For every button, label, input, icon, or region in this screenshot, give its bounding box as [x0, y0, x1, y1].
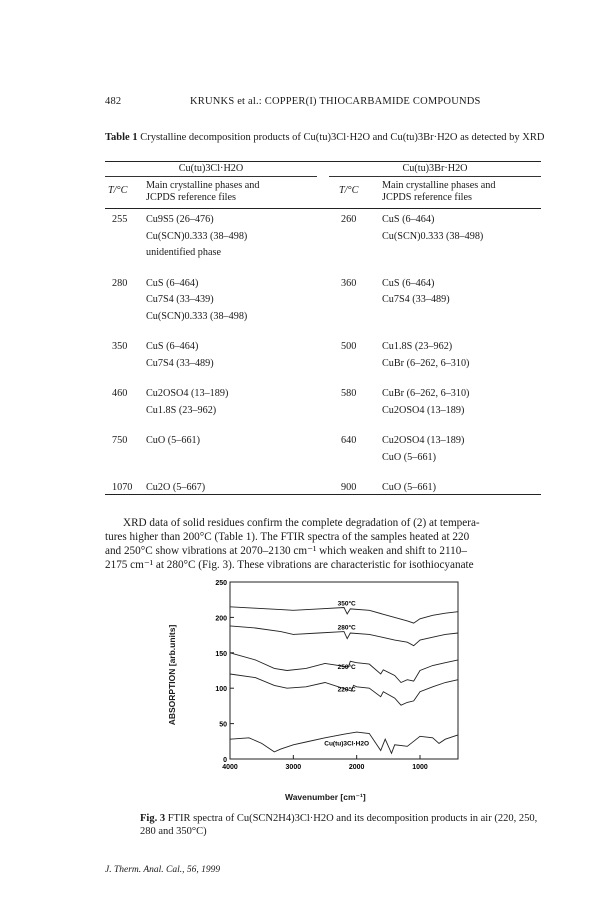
table-top-rule — [105, 161, 541, 162]
spectrum-line — [230, 607, 458, 623]
table-cell-phase: Cu2OSO4 (13–189) — [382, 435, 465, 446]
table-cell-phase: Cu(SCN)0.333 (38–498) — [382, 230, 484, 242]
left-temp-heading: T/°C — [108, 185, 128, 196]
y-axis-label: ABSORPTION [arb.units] — [167, 624, 177, 726]
table-cell-temp: 350 — [112, 341, 128, 352]
running-title: KRUNKS et al.: COPPER(I) THIOCARBAMIDE COMPOUNDS — [190, 96, 481, 107]
y-tick-label: 0 — [223, 757, 227, 764]
x-tick-label: 4000 — [222, 764, 238, 771]
table-cell-temp: 580 — [341, 388, 357, 399]
table-cell-phase: CuBr (6–262, 6–310) — [382, 357, 470, 369]
x-tick-label: 1000 — [412, 764, 428, 771]
table-cell-phase: Cu7S4 (33–489) — [146, 357, 214, 369]
y-tick-label: 200 — [215, 615, 227, 623]
table-cell-temp: 280 — [112, 277, 128, 289]
y-tick-label: 250 — [215, 580, 227, 587]
ftir-chart — [168, 574, 468, 774]
series-annotation: 350°C — [337, 600, 356, 608]
table-cell-temp: 900 — [341, 482, 357, 493]
right-phase-heading — [382, 180, 495, 204]
table-cell-phase: Cu2O (5–667) — [146, 482, 206, 493]
table-cell-temp: 460 — [112, 388, 128, 399]
paragraph-line: 2175 cm⁻¹ at 280°C (Fig. 3). These vibrations are characteristic for isothiocyanate — [105, 559, 474, 571]
left-phase-heading-line2: JCPDS reference files — [146, 192, 236, 203]
table-cell-phase: Cu(SCN)0.333 (38–498) — [146, 230, 248, 242]
right-temp-heading: T/°C — [339, 185, 359, 196]
paragraph-line: and 250°C show vibrations at 2070–2130 cm⁻¹ which weaken and shift to 2110– — [105, 545, 467, 557]
right-group-rule — [329, 176, 541, 177]
y-tick-label: 100 — [215, 686, 227, 694]
series-annotation: 280°C — [337, 624, 356, 632]
table-cell-phase: CuO (5–661) — [382, 482, 437, 493]
table-cell-phase: CuBr (6–262, 6–310) — [382, 388, 470, 399]
table-cell-phase: Cu1.8S (23–962) — [146, 404, 217, 416]
table-bottom-rule — [105, 494, 541, 495]
table-cell-temp: 750 — [112, 435, 128, 446]
right-phase-heading-line1: Main crystalline phases and — [382, 180, 496, 191]
series-annotation: 250°C — [337, 664, 356, 672]
page-number: 482 — [105, 96, 122, 107]
journal-footer: J. Therm. Anal. Cal., 56, 1999 — [105, 865, 221, 875]
chart-annotations-group — [324, 599, 369, 747]
x-tick-label: 3000 — [285, 764, 302, 771]
table-cell-phase: CuS (6–464) — [146, 277, 199, 289]
table-cell-phase: Cu2OSO4 (13–189) — [146, 388, 229, 399]
left-group-heading: Cu(tu)3Cl·H2O — [178, 163, 244, 174]
table-cell-phase: CuO (5–661) — [146, 435, 201, 446]
table-cell-phase: Cu1.8S (23–962) — [382, 341, 453, 352]
y-axis-label-wrap — [160, 620, 184, 730]
table-cell-temp: 255 — [112, 214, 128, 225]
left-group-rule — [105, 176, 317, 177]
table-cell-phase: Cu(SCN)0.333 (38–498) — [146, 310, 248, 322]
table-header-rule — [105, 208, 541, 209]
table-cell-phase: Cu2OSO4 (13–189) — [382, 404, 465, 416]
table-caption-text: Crystalline decomposition products of Cu(tu)3Cl·H2O and Cu(tu)3Br·H2O as detected by XRD — [140, 132, 545, 143]
figure-caption — [140, 812, 540, 838]
y-tick-label: 150 — [215, 650, 227, 658]
y-tick-label: 50 — [219, 721, 227, 729]
table-cell-phase: CuS (6–464) — [382, 214, 435, 225]
table-cell-temp: 640 — [341, 435, 357, 446]
table-cell-phase: Cu9S5 (26–476) — [146, 214, 214, 225]
figure-caption-text: FTIR spectra of Cu(SCN2H4)3Cl·H2O and its decomposition products in air (220, 250, 280 and 350°C) — [140, 813, 538, 837]
table-cell-temp: 500 — [341, 341, 357, 352]
body-paragraph — [105, 516, 543, 572]
table-cell-temp: 260 — [341, 214, 357, 225]
table-cell-phase: Cu7S4 (33–489) — [382, 294, 450, 305]
paragraph-line: XRD data of solid residues confirm the complete degradation of (2) at tempera- — [123, 517, 480, 529]
table-cell-phase: CuO (5–661) — [382, 451, 437, 463]
left-phase-heading — [146, 180, 259, 204]
right-group-heading: Cu(tu)3Br·H2O — [402, 163, 468, 174]
left-phase-heading-line1: Main crystalline phases and — [146, 180, 260, 191]
table-cell-phase: unidentified phase — [146, 247, 221, 258]
table-caption-label: Table 1 — [105, 132, 138, 143]
table-cell-phase: CuS (6–464) — [382, 277, 435, 289]
x-tick-label: 2000 — [348, 764, 365, 771]
figure-caption-label: Fig. 3 — [140, 813, 166, 824]
table-caption — [105, 131, 545, 144]
series-annotation: Cu(tu)3Cl·H2O — [324, 740, 370, 748]
table-cell-phase: Cu7S4 (33–439) — [146, 294, 214, 305]
table-cell-phase: CuS (6–464) — [146, 341, 199, 352]
x-axis-label: Wavenumber [cm⁻¹] — [285, 792, 366, 802]
table-cell-temp: 1070 — [112, 482, 133, 493]
series-annotation: 220°C — [337, 686, 356, 694]
right-phase-heading-line2: JCPDS reference files — [382, 192, 472, 203]
paragraph-line: tures higher than 200°C (Table 1). The FTIR spectra of the samples heated at 220 — [105, 531, 470, 543]
table-cell-temp: 360 — [341, 277, 357, 289]
